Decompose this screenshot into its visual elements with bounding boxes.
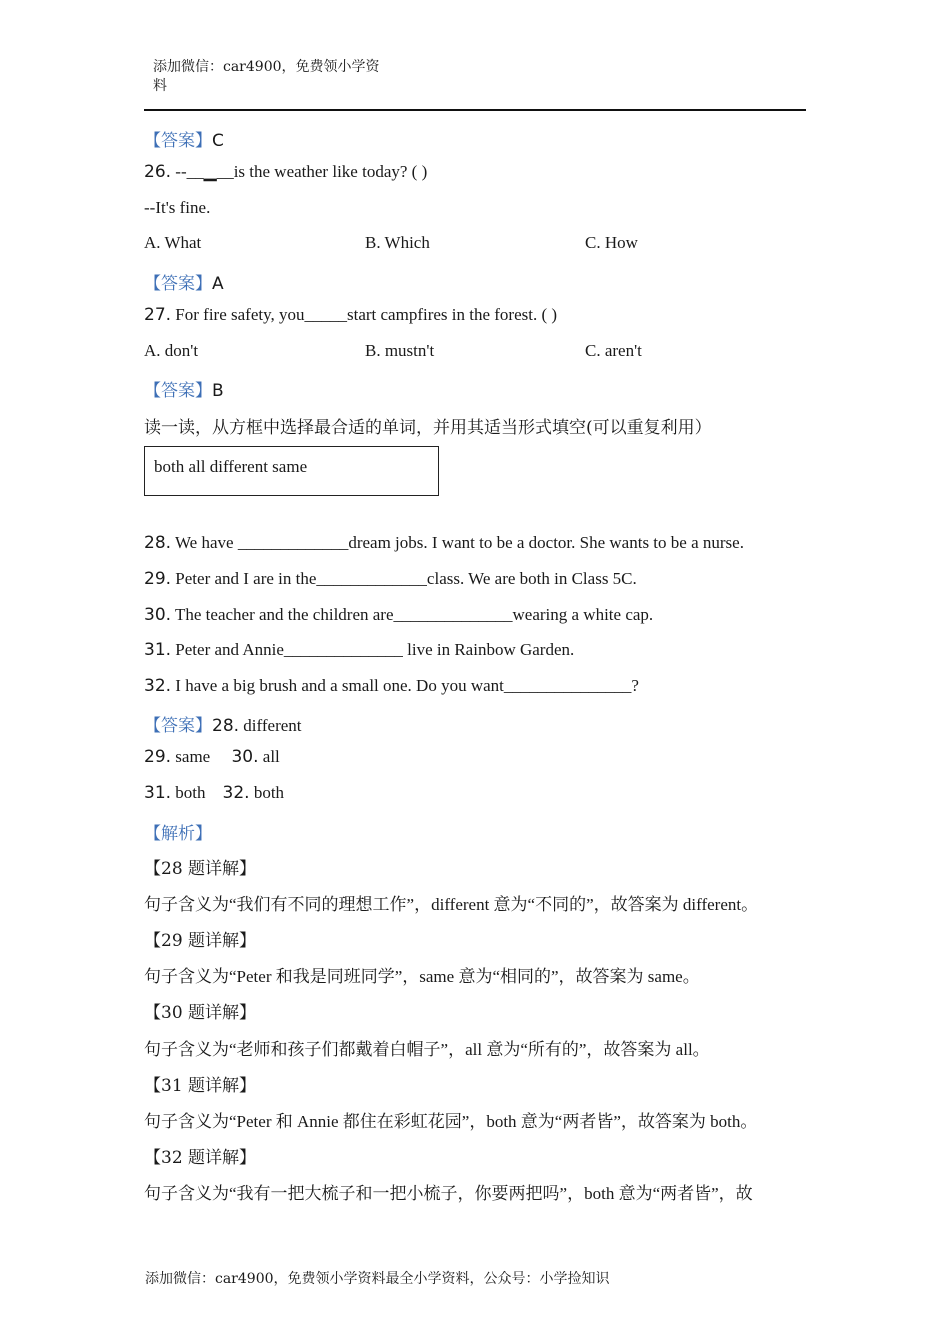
question-number: 31. — [144, 640, 172, 660]
answer-value: all — [262, 747, 280, 766]
detail-28-head: 【28 题详解】 — [144, 859, 257, 879]
answer-number: 30. — [231, 747, 259, 767]
question-number: 27. — [144, 305, 172, 325]
question-text: For fire safety, you_____start campfires in the forest. ( ) — [175, 305, 558, 324]
option-b: B. Which — [365, 233, 430, 252]
question-text: I have a big brush and a small one. Do you want_______________? — [175, 676, 639, 695]
answer-value: B — [212, 381, 224, 401]
question-text: The teacher and the children are______________wearing a white cap. — [175, 605, 654, 624]
answer-value: both — [175, 783, 206, 802]
detail-31-head: 【31 题详解】 — [144, 1076, 257, 1096]
page-footer: 添加微信：car4900，免费领小学资料最全小学资料，公众号：小学捡知识 — [145, 1271, 610, 1287]
instruction: 读一读，从方框中选择最合适的单词，并用其适当形式填空(可以重复利用） — [144, 418, 712, 438]
answer-number: 32. — [222, 783, 250, 803]
question-text: Peter and I are in the_____________class. We are both in Class 5C. — [175, 569, 637, 588]
detail-30-body: 句子含义为“老师和孩子们都戴着白帽子”，all 意为“所有的”，故答案为 all。 — [144, 1040, 710, 1059]
answer-value: same — [175, 747, 211, 766]
question-text: Peter and Annie______________ live in Rainbow Garden. — [175, 640, 575, 659]
page-header — [153, 58, 403, 96]
question-number: 29. — [144, 569, 172, 589]
option-c: C. aren't — [585, 341, 642, 360]
question-31 — [144, 640, 574, 660]
answer-tag: 【答案】 — [144, 131, 212, 151]
option-a: A. What — [144, 233, 202, 252]
answer-26 — [144, 269, 224, 294]
question-28 — [144, 533, 744, 553]
question-29 — [144, 569, 637, 589]
answer-number: 29. — [144, 747, 172, 767]
option-c: C. How — [585, 233, 638, 252]
answer-tag: 【答案】 — [144, 381, 212, 401]
word-box-text: both all different same — [154, 457, 308, 476]
question-text: We have _____________dream jobs. I want to be a doctor. She wants to be a nurse. — [175, 533, 744, 552]
question-30 — [144, 605, 653, 625]
question-26-options — [144, 233, 806, 257]
question-27-options — [144, 341, 806, 365]
answer-27 — [144, 376, 224, 401]
header-line-2: 料 — [153, 78, 167, 94]
word-box — [144, 446, 439, 496]
question-text: --__▁__is the weather like today? ( ) — [175, 162, 428, 181]
question-26-reply: --It's fine. — [144, 198, 211, 217]
detail-28-body: 句子含义为“我们有不同的理想工作”，different 意为“不同的”，故答案为 different。 — [144, 895, 759, 914]
header-line-1: 添加微信：car4900，免费领小学资 — [153, 59, 380, 75]
answer-number: 28. — [212, 716, 240, 736]
answer-tag: 【答案】 — [144, 716, 212, 736]
answer-28 — [144, 711, 302, 736]
header-divider — [144, 109, 806, 111]
detail-29-head: 【29 题详解】 — [144, 931, 257, 951]
question-26 — [144, 162, 427, 182]
question-number: 28. — [144, 533, 172, 553]
detail-32-body: 句子含义为“我有一把大梳子和一把小梳子，你要两把吗”，both 意为“两者皆”，故 — [144, 1184, 753, 1203]
question-32 — [144, 676, 639, 696]
answer-value: A — [212, 274, 224, 294]
question-number: 32. — [144, 676, 172, 696]
detail-29-body: 句子含义为“Peter 和我是同班同学”，same 意为“相同的”，故答案为 same。 — [144, 967, 700, 986]
option-b: B. mustn't — [365, 341, 435, 360]
answers-31-32 — [144, 783, 284, 803]
answer-number: 31. — [144, 783, 172, 803]
question-27 — [144, 305, 557, 325]
answers-29-30 — [144, 747, 280, 767]
detail-32-head: 【32 题详解】 — [144, 1148, 257, 1168]
answer-value: different — [243, 716, 302, 735]
detail-31-body: 句子含义为“Peter 和 Annie 都住在彩虹花园”，both 意为“两者皆”，故答案为 both。 — [144, 1112, 758, 1131]
answer-tag: 【答案】 — [144, 274, 212, 294]
option-a: A. don't — [144, 341, 199, 360]
answer-25 — [144, 126, 224, 151]
question-number: 30. — [144, 605, 172, 625]
answer-value: both — [253, 783, 285, 802]
analysis-tag: 【解析】 — [144, 824, 212, 844]
answer-value: C — [212, 131, 224, 151]
detail-30-head: 【30 题详解】 — [144, 1003, 257, 1023]
question-number: 26. — [144, 162, 172, 182]
